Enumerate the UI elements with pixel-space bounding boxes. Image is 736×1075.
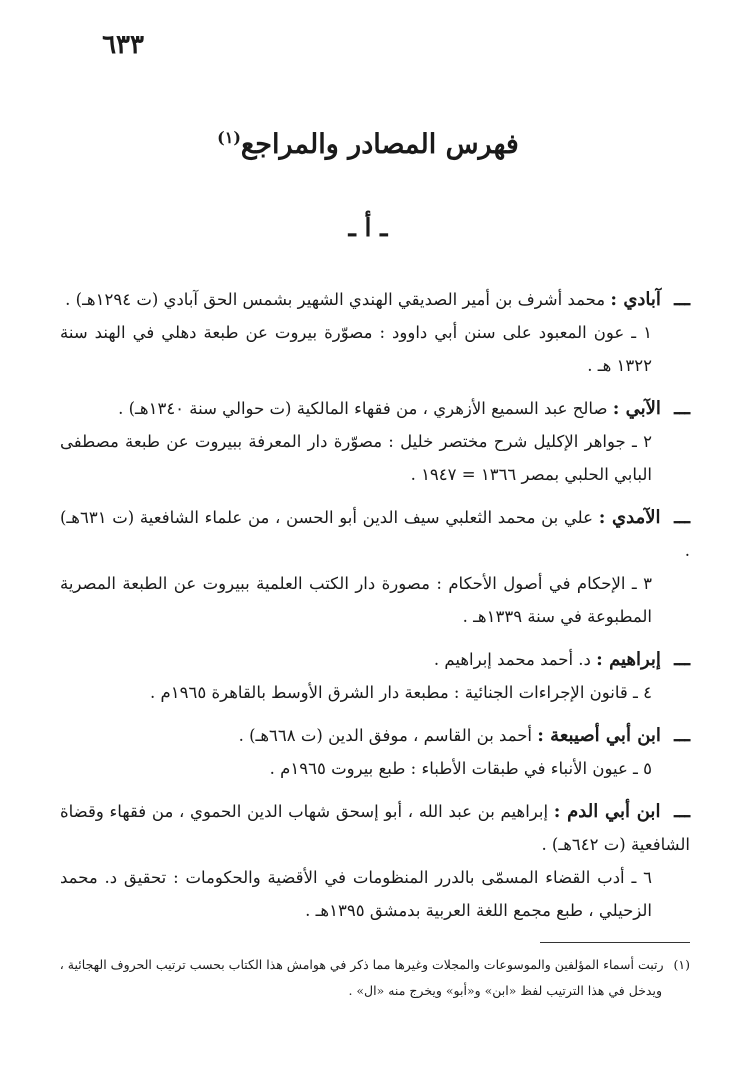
reference-item: ٦ ـ أدب القضاء المسمّى بالدرر المنظومات في الأقضية والحكومات : تحقيق د. محمد الزحيلي ، طبع مجمع اللغة العربية بدمشق ١٣٩٥هـ . bbox=[60, 868, 652, 920]
entry-author-line bbox=[60, 795, 690, 861]
author-description: أحمد بن القاسم ، موفق الدين (ت ٦٦٨هـ) . bbox=[238, 726, 533, 745]
title-footnote-mark: (١) bbox=[217, 128, 241, 147]
bibliography-entry bbox=[60, 795, 690, 927]
author-name: إبراهيم : bbox=[596, 649, 661, 670]
reference-item: ٣ ـ الإحكام في أصول الأحكام : مصورة دار الكتب العلمية ببيروت عن الطبعة المصرية المطبوعة في سنة ١٣٣٩هـ . bbox=[60, 574, 652, 626]
entry-author-line bbox=[60, 501, 690, 567]
title-text: فهرس المصادر والمراجع bbox=[240, 129, 519, 160]
entry-dash: ـــ bbox=[674, 289, 690, 310]
footnote-text-1: رتبت أسماء المؤلفين والموسوعات والمجلات وغيرها مما ذكر في هوامش هذا الكتاب بحسب ترتيب الحروف الهجائية ، bbox=[59, 957, 664, 972]
section-letter-heading: ـ أ ـ bbox=[348, 213, 388, 242]
reference-item: ٥ ـ عيون الأنباء في طبقات الأطباء : طبع بيروت ١٩٦٥م . bbox=[269, 759, 652, 778]
author-name: الآبي : bbox=[612, 398, 661, 419]
author-description: د. أحمد محمد إبراهيم . bbox=[433, 650, 591, 669]
author-description: محمد أشرف بن أمير الصديقي الهندي الشهير بشمس الحق آبادي (ت ١٢٩٤هـ) . bbox=[65, 290, 606, 309]
entry-author-line bbox=[60, 643, 690, 676]
entry-dash: ـــ bbox=[674, 801, 690, 822]
footnote-mark: (١) bbox=[673, 957, 690, 972]
bibliography-entry bbox=[60, 719, 690, 785]
author-name: ابن أبي الدم : bbox=[553, 801, 661, 822]
entry-author-line bbox=[60, 719, 690, 752]
entry-dash: ـــ bbox=[674, 725, 690, 746]
bibliography-entry bbox=[60, 501, 690, 633]
bibliography-entry bbox=[60, 283, 690, 382]
author-name: ابن أبي أصيبعة : bbox=[537, 725, 661, 746]
page-title bbox=[0, 128, 736, 160]
entry-dash: ـــ bbox=[674, 649, 690, 670]
entry-author-line bbox=[60, 392, 690, 425]
footnote-line-1 bbox=[50, 952, 690, 978]
author-description: علي بن محمد الثعلبي سيف الدين أبو الحسن ، من علماء الشافعية (ت ٦٣١هـ) . bbox=[60, 508, 690, 560]
reference-item: ٢ ـ جواهر الإكليل شرح مختصر خليل : مصوّرة دار المعرفة ببيروت عن طبعة مصطفى البابي الحلبي بمصر ١٣٦٦ = ١٩٤٧ . bbox=[60, 432, 652, 484]
bibliography-list bbox=[60, 283, 690, 937]
bibliography-entry bbox=[60, 643, 690, 709]
bibliography-entry bbox=[60, 392, 690, 491]
author-description: صالح عبد السميع الأزهري ، من فقهاء المالكية (ت حوالي سنة ١٣٤٠هـ) . bbox=[118, 399, 608, 418]
reference-item: ٤ ـ قانون الإجراءات الجنائية : مطبعة دار الشرق الأوسط بالقاهرة ١٩٦٥م . bbox=[150, 683, 652, 702]
page-number: ٦٣٣ bbox=[102, 30, 144, 60]
reference-item: ١ ـ عون المعبود على سنن أبي داوود : مصوّرة بيروت عن طبعة دهلي في الهند سنة ١٣٢٢ هـ . bbox=[60, 323, 652, 375]
footnote-line-2: ويدخل في هذا الترتيب لفظ «ابن» و«أبو» ويخرج منه «ال» . bbox=[348, 983, 662, 998]
author-name: آبادي : bbox=[610, 289, 661, 310]
footnote bbox=[50, 952, 690, 1004]
footnote-divider bbox=[540, 942, 690, 943]
entry-dash: ـــ bbox=[674, 507, 690, 528]
author-description: إبراهيم بن عبد الله ، أبو إسحق شهاب الدين الحموي ، من فقهاء وقضاة الشافعية (ت ٦٤٢هـ) . bbox=[60, 802, 690, 854]
entry-author-line bbox=[60, 283, 690, 316]
entry-dash: ـــ bbox=[674, 398, 690, 419]
author-name: الآمدي : bbox=[598, 507, 661, 528]
